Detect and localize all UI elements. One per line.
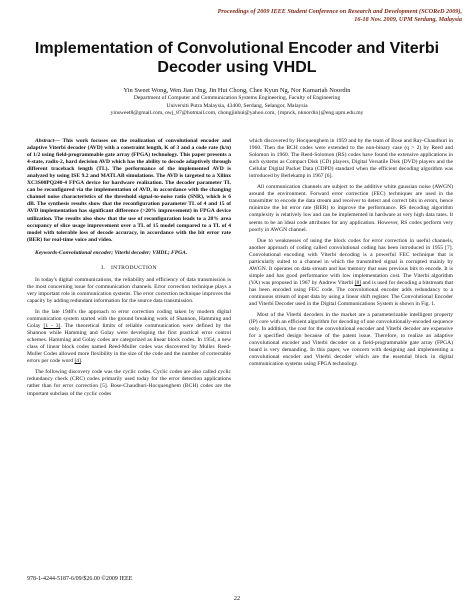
citation-link[interactable]: [4] xyxy=(74,358,81,365)
keywords: Keywords-Convolutional encoder; Viterbi decoder; VHDL; FPGA. xyxy=(35,249,188,256)
header-line-1: Proceedings of 2009 IEEE Student Conference on Research and Development (SCOReD 2009), xyxy=(217,8,462,15)
paper-title xyxy=(20,39,454,77)
title-line-1: Implementation of Convolutional Encoder and Viterbi xyxy=(34,40,440,57)
intro-p2-text-c: . xyxy=(80,358,83,365)
author-department: Department of Computer and Communication Systems Engineering, Faculty of Engineering xyxy=(133,95,341,102)
title-line-2: Decoder using VHDL xyxy=(157,59,317,76)
author-university: Universiti Putra Malaysia, 43400, Serdang, Selangor, Malaysia xyxy=(166,102,308,109)
right-paragraph-1: which discovered by Hocquenghem in 1959 and by the team of Bose and Ray-Chaudhuri in 1960. Then the BCH codes were extended to the non-binary case (q > 2) by Reed and Solomon in 1960. The Reed-Solomon (RS) codes have found the extensive applications in such systems as Compact Disk (CD) players, Digital Versatile Disk (DVD) players and the Cellular Digital Packet Data (CDPD) standard when the efficient decoding algorithm was introduced by Berlekamp in 1967 [6]. xyxy=(249,138,453,180)
section-heading-introduction: I. INTRODUCTION xyxy=(101,264,157,271)
header-line-2: 16-18 Nov. 2009, UPM Serdang, Malaysia xyxy=(354,16,462,23)
intro-p2-text-b: . The theoretical limits of reliable communication were defined by the Shannon while Hamming and Golay were developing the first practical error control schemes. Hamming and Golay codes are categorized as linear block codes. In 1954, a new class of linear block codes named Reed-Muller codes was discovered by Muller. Reed-Muller Codes allowed more flexibility in the size of the code and the number of correctable errors per code word xyxy=(27,323,231,365)
page-number: 22 xyxy=(233,595,241,602)
right-p3-text-b: and is used for decoding a bitstream that has been encoded using FEC code. The convolutional encoder adds redundancy to a continuous stream of input data by using a linear shift register. The Convolutional Encoder and Viterbi Decoder used in the Digital Communications System is shown in Fig. 1. xyxy=(249,279,453,308)
abstract-label: Abstract xyxy=(35,138,55,144)
left-column xyxy=(27,138,231,402)
author-block xyxy=(20,87,454,117)
intro-paragraph-2 xyxy=(27,309,231,365)
right-column xyxy=(249,138,453,372)
right-paragraph-4: Most of the Viterbi decoders in the market are a parameterizable intelligent property (IP) core with an efficient algorithm for decoding of one convolutionally-encoded sequence only. In addition, the cost for the convolutional encoder and Viterbi decoder are expensive for a specified design because of the patent issue. Therefore, to realize an adaptive convolutional encoder and Viterbi decoder on a field-programmable gate array (FPGA) board is very demanding. In this paper, we concern with designing and implementing a convolutional encoder and Viterbi decoder which are the essential block in digital communication systems using FPGA technology. xyxy=(249,312,453,368)
intro-paragraph-3: The following discovery code was the cyclic codes. Cyclic codes are also called cyclic redundancy check (CRC) codes primarily used today for the error detection applications rather than for error correction [5]. Bose-Chaudhuri-Hocquenghem (BCH) codes are the important subclass of the cyclic codes xyxy=(27,369,231,397)
author-names: Yin Sweet Wong, Wen Jian Ong, Jin Hui Chong, Chee Kyun Ng, Nor Kamariah Noordin xyxy=(123,87,351,94)
copyright-notice: 978-1-4244-5187-6/09/$26.00 ©2009 IEEE xyxy=(27,576,133,582)
abstract-text: — This work focuses on the realization of convolutional encoder and adaptive Viterbi decoder (AVD) with a constraint length, K of 3 and a code rate (k/n) of 1/2 using field-programmable gate array (FPGA) technology. This paper presents a 4-state, radix-2, hard decision AVD which has the ability to decode adaptively through different traceback length (TL). The performance of the implemented AVD is analyzed by using ISE 9.2 and MATLAB simulations. The AVD is targeted to a Xilinx XC3S00PQ240-4 FPGA device for hardware realization. The decoder parameter TL can be reconfigured via the implementation of AVD, in accordance with the changing channel noise characteristics of the threshold signal-to-noise ratio (SNR), which is 6 dB. The synthesis results show that the reconfiguration parameter TL of 4 and 15 of AVD implementation has significant difference (>20% improvement) in FPGA device utilization. The results also show that the use of reconfiguration leads to a 28% area occupancy of slice usage improvement over a TL of 15 model compared to a TL of 4 model with tolerable loss of decode accuracy, in accordance with the bit error rate (BER) for real-time voice and video. xyxy=(27,138,231,243)
abstract xyxy=(27,138,231,244)
right-paragraph-3 xyxy=(249,238,453,308)
right-p3-text-a: Due to weaknesses of using the block codes for error correction in useful channels, another approach of coding called convolutional coding has been introduced in 1955 [7]. Convolutional encoding with Viterbi decoding is a powerful FEC technique that is particularly suited to a channel in which the transmitted signal is corrupted mainly by AWGN. It operates on data stream and has memory that uses previous bits to encode. It is simple and has good performance with low implementation cost. The Viterbi algorithm (VA) was proposed in 1967 by Andrew Viterbi xyxy=(249,237,453,286)
author-emails: yinsweet8@gmail.com, owj_87@hotmail.com, chongjinhui@yahoo.com, {mpnck, nknordin}@eng.upm.edu.my xyxy=(110,109,364,116)
intro-paragraph-1: In today's digital communications, the reliability and efficiency of data transmission is the most concerning issue for communication channels. Error correction technique plays a very important role in communication systems. The error correction technique improves the capacity by adding redundant information for the source data transmission. xyxy=(27,276,231,304)
citation-link[interactable]: [1 - 3] xyxy=(43,323,61,330)
intro-p2-text-a: In the late 1940's the approach to error correction coding taken by modern digital communication system started with the ground breaking work of Shannon, Hamming and Golay xyxy=(27,308,231,330)
conference-header xyxy=(202,8,462,24)
right-paragraph-2: All communication channels are subject to the additive white gaussian noise (AWGN) around the environment. Forward error correction (FEC) techniques are used in the transmitter to encode the data stream and receiver to detect and correct bits in errors, hence minimize the bit error rate (BER) to improve the performance. RS decoding algorithm complexity is relatively low and can be implemented in hardware at very high data rates. It seems to be an ideal code attributes for any application. However, RS codes perform very poorly in AWGN channel. xyxy=(249,184,453,233)
citation-link[interactable]: [8] xyxy=(354,279,362,286)
